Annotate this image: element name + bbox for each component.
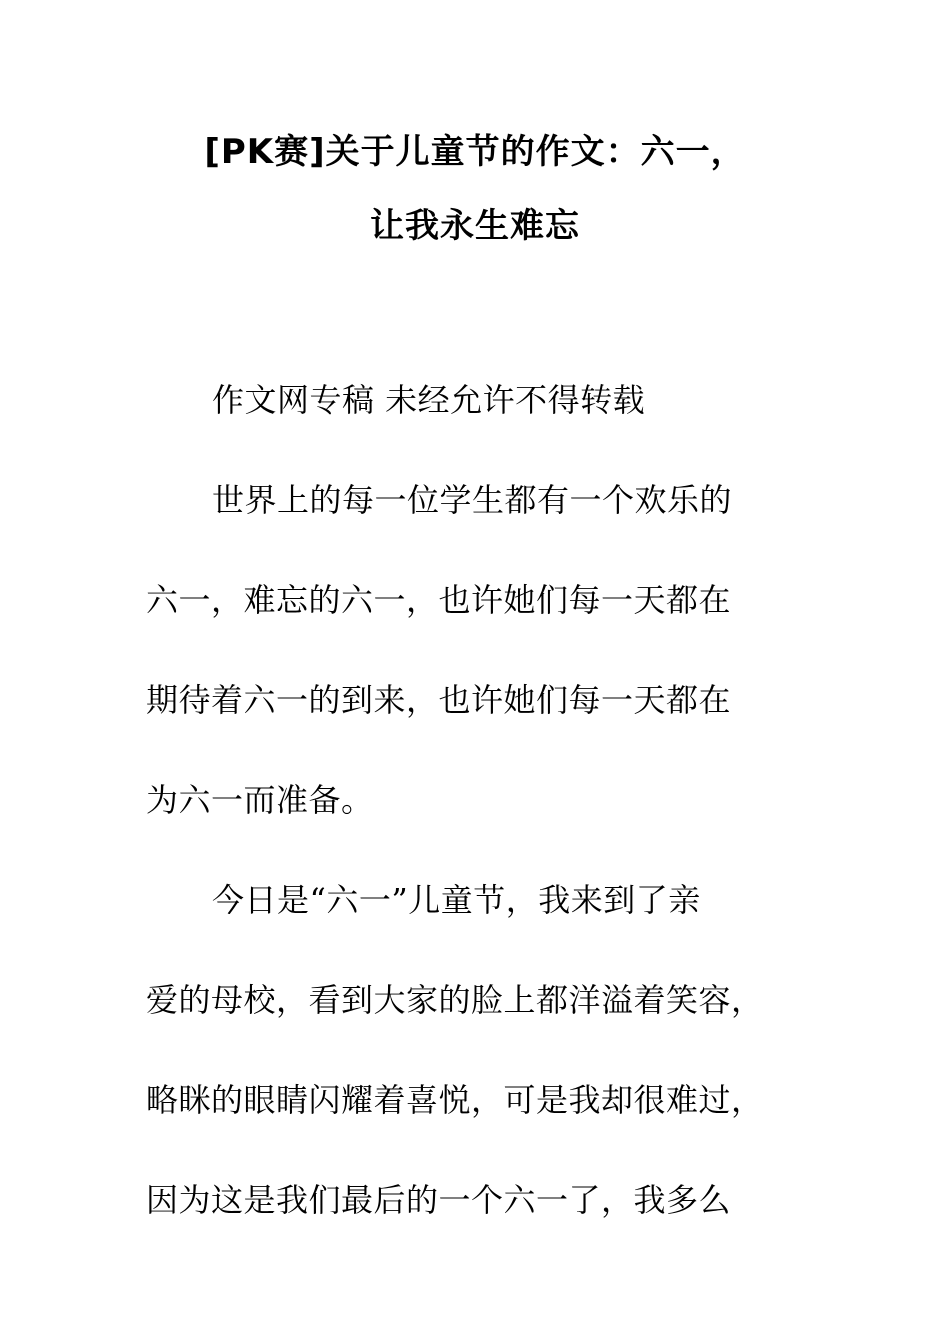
paragraph-2-line-3: 略眯的眼睛闪耀着喜悦，可是我却很难过， bbox=[146, 1081, 764, 1119]
paragraph-2-line-2: 爱的母校，看到大家的脸上都洋溢着笑容， bbox=[146, 981, 764, 1019]
copyright-notice: 作文网专稿 未经允许不得转载 bbox=[212, 381, 646, 419]
paragraph-2-line-1: 今日是“六一”儿童节，我来到了亲 bbox=[212, 881, 701, 919]
paragraph-1-line-3: 期待着六一的到来，也许她们每一天都在 bbox=[146, 681, 732, 719]
paragraph-1-line-2: 六一，难忘的六一，也许她们每一天都在 bbox=[146, 581, 732, 619]
paragraph-1-line-4: 为六一而准备。 bbox=[146, 781, 374, 819]
document-title-line-1: [PK赛]关于儿童节的作文：六一， bbox=[204, 132, 746, 172]
document-title-line-2: 让我永生难忘 bbox=[370, 206, 580, 246]
paragraph-1-line-1: 世界上的每一位学生都有一个欢乐的 bbox=[212, 481, 733, 519]
paragraph-2-line-4: 因为这是我们最后的一个六一了，我多么 bbox=[146, 1181, 732, 1219]
